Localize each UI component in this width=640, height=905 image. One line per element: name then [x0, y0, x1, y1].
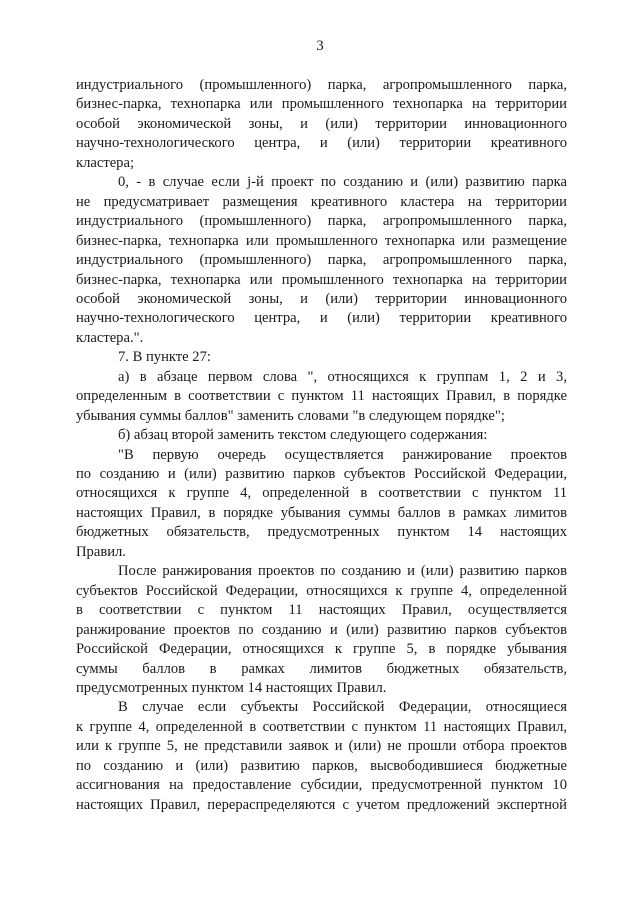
text-line: настоящих Правил, перераспределяются с учетом предложений экспертной — [76, 796, 567, 813]
text-line: индустриального (промышленного) парка, агропромышленного парка, — [76, 213, 567, 230]
text-line: к группе 4, определенной в соответствии с пунктом 11 настоящих Правил, — [76, 718, 567, 735]
text-line: кластера; — [76, 154, 135, 171]
text-line: предусмотренных пунктом 14 настоящих Правил. — [76, 679, 387, 696]
page-number: 3 — [316, 38, 324, 54]
text-line: После ранжирования проектов по созданию и (или) развитию парков — [118, 563, 567, 580]
text-line: Российской Федерации, относящихся к группе 5, в порядке убывания — [76, 641, 567, 658]
text-line: б) абзац второй заменить текстом следующего содержания: — [118, 427, 488, 444]
text-line: по созданию и (или) развитию парков субъектов Российской Федерации, — [76, 466, 567, 482]
text-line: суммы баллов в рамках лимитов бюджетных обязательств, — [76, 660, 567, 677]
text-line: убывания суммы баллов" заменить словами "в следующем порядке"; — [76, 407, 505, 424]
text-line: в соответствии с пунктом 11 настоящих Правил, осуществляется — [76, 602, 567, 619]
text-line: бизнес-парка, технопарка или промышленного технопарка на территории — [76, 96, 567, 113]
text-line: "В первую очередь осуществляется ранжирование проектов — [118, 446, 567, 463]
text-line: индустриального (промышленного) парка, агропромышленного парка, — [76, 252, 567, 269]
text-line: определенным в соответствии с пунктом 11 настоящих Правил, в порядке — [76, 388, 567, 405]
text-line: 0, - в случае если j-й проект по созданию и (или) развитию парка — [118, 174, 567, 191]
text-line: индустриального (промышленного) парка, агропромышленного парка, — [76, 77, 567, 93]
text-line: бизнес-парка, технопарка или промышленного технопарка на территории — [76, 271, 567, 288]
text-line: научно-технологического центра, и (или) территории креативного — [76, 310, 567, 327]
text-line: бизнес-парка, технопарка или промышленного технопарка или размещение — [76, 232, 567, 249]
text-line: особой экономической зоны, и (или) территории инновационного — [76, 115, 567, 132]
text-line: Правил. — [76, 543, 126, 560]
text-line: или к группе 5, не представили заявок и (или) не прошли отбора проектов — [76, 738, 567, 755]
text-line: не предусматривает размещения креативного кластера на территории — [76, 193, 567, 210]
text-line: В случае если субъекты Российской Федерации, относящиеся — [118, 699, 567, 716]
text-line: 7. В пункте 27: — [118, 349, 211, 366]
text-line: кластера.". — [76, 329, 144, 346]
text-line: по созданию и (или) развитию парков, высвободившиеся бюджетные — [76, 757, 567, 774]
text-line: относящихся к группе 4, определенной в соответствии с пунктом 11 — [76, 485, 567, 502]
text-line: а) в абзаце первом слова ", относящихся к группам 1, 2 и 3, — [118, 368, 567, 385]
text-line: ассигнования на предоставление субсидии, предусмотренной пунктом 10 — [76, 777, 567, 794]
text-line: настоящих Правил, в порядке убывания суммы баллов в рамках лимитов — [76, 504, 567, 521]
text-line: научно-технологического центра, и (или) территории креативного — [76, 135, 567, 152]
text-line: особой экономической зоны, и (или) территории инновационного — [76, 290, 567, 307]
text-line: бюджетных обязательств, предусмотренных пунктом 14 настоящих — [76, 524, 567, 541]
text-line: субъектов Российской Федерации, относящихся к группе 4, определенной — [76, 582, 567, 599]
text-line: ранжирование проектов по созданию и (или) развитию парков субъектов — [76, 621, 567, 638]
